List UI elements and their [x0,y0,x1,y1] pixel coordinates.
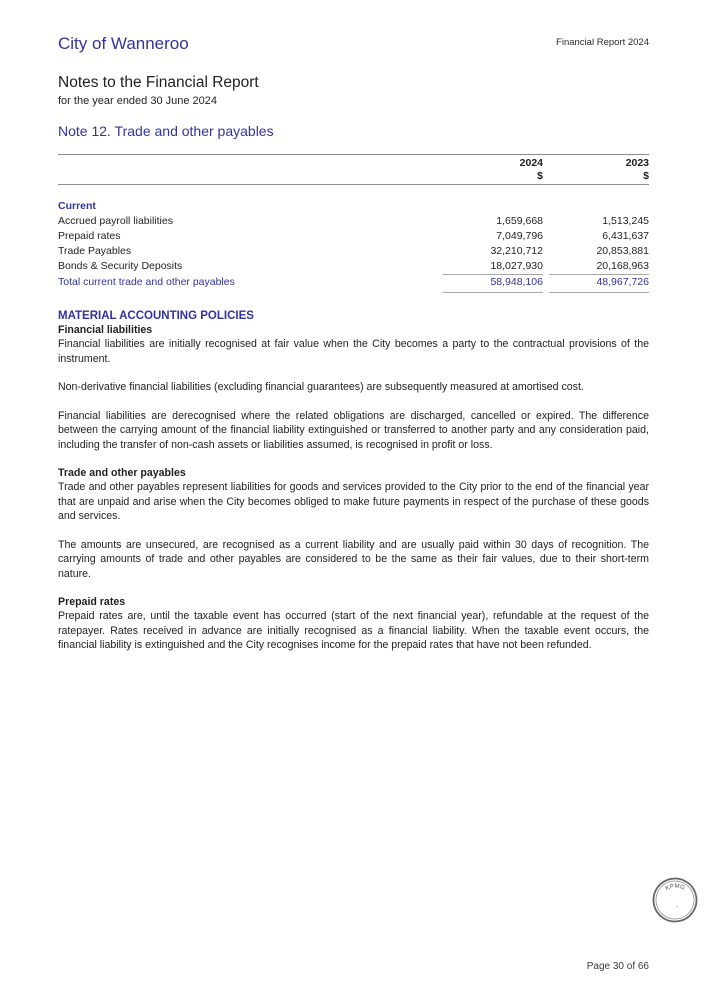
policy-section-prepaid-rates [58,595,649,653]
policy-paragraph: Financial liabilities are initially recognised at fair value when the City becomes a party to the contractual provisions of the instrument. [58,338,649,365]
column-unit-2023: $ [643,170,649,182]
page-number: Page 30 of 66 [586,961,649,972]
row-value-2024: 18,027,930 [490,260,543,272]
row-label: Accrued payroll liabilities [58,215,173,227]
accounting-policies [58,309,649,653]
row-value-2023: 20,853,881 [596,245,649,257]
policy-section-heading: Prepaid rates [58,596,126,608]
stamp-label: KPMG [664,882,686,893]
policy-section-heading: Trade and other payables [58,467,186,479]
total-label: Total current trade and other payables [58,276,235,288]
masthead [58,34,649,54]
table-row [58,244,649,259]
policy-section-financial-liabilities [58,323,649,452]
note-title: Note 12. Trade and other payables [58,123,274,139]
policy-paragraph: Trade and other payables represent liabilities for goods and services provided to the City prior to the end of the financial year that are unpaid and arise when the City becomes obliged to make future payments in respect of the purchase of these goods and services. [58,481,649,522]
document-subtitle: for the year ended 30 June 2024 [58,95,218,107]
policy-section-heading: Financial liabilities [58,324,153,336]
policy-paragraph: Non-derivative financial liabilities (excluding financial guarantees) are subsequently measured at amortised cost. [58,381,584,393]
row-value-2024: 32,210,712 [490,245,543,257]
row-value-2023: 1,513,245 [602,215,649,227]
policy-paragraph: The amounts are unsecured, are recognised as a current liability and are usually paid within 30 days of recognition. The carrying amounts of trade and other payables are considered to be the same as their fair values, due to their short-term nature. [58,538,649,580]
table-row [58,259,649,274]
table-row [58,214,649,229]
table-section-row [58,199,649,214]
table-body [58,185,649,293]
total-value-2023: 48,967,726 [549,274,649,293]
payables-table [58,154,649,293]
organisation-title: City of Wanneroo [58,34,189,53]
row-value-2024: 1,659,668 [496,215,543,227]
row-value-2023: 6,431,637 [602,230,649,242]
policy-section-trade-payables [58,466,649,581]
row-label: Trade Payables [58,245,132,257]
column-unit-2024: $ [537,170,543,182]
policy-paragraph: Financial liabilities are derecognised where the related obligations are discharged, cancelled or expired. The difference between the carrying amount of the financial liability extinguished or transferred to another party and any consideration paid, including the transfer of non-cash assets or liabilities assumed, is recognised in profit or loss. [58,409,649,451]
auditor-stamp [648,873,702,927]
row-value-2023: 20,168,963 [596,260,649,272]
table-total-row [58,274,649,293]
row-label: Prepaid rates [58,230,121,242]
document-title: Notes to the Financial Report [58,74,259,91]
report-label: Financial Report 2024 [556,37,649,48]
column-year-2023: 2023 [625,157,649,169]
column-year-2024: 2024 [519,157,543,169]
table-header [58,155,649,185]
stamp-circle-icon [648,873,702,927]
row-value-2024: 7,049,796 [496,230,543,242]
row-label: Bonds & Security Deposits [58,260,183,272]
section-label: Current [58,200,96,212]
table-row [58,229,649,244]
total-value-2024: 58,948,106 [443,274,543,293]
policy-paragraph: Prepaid rates are, until the taxable event has occurred (start of the next financial year), refundable at the request of the ratepayer. Rates received in advance are initially recognised as a financial liability. When the taxable event occurs, the financial liability is extinguished and the City recognises income for the prepaid rates that have not been refunded. [58,610,649,651]
document-page [58,34,649,667]
policies-heading: MATERIAL ACCOUNTING POLICIES [58,310,254,322]
